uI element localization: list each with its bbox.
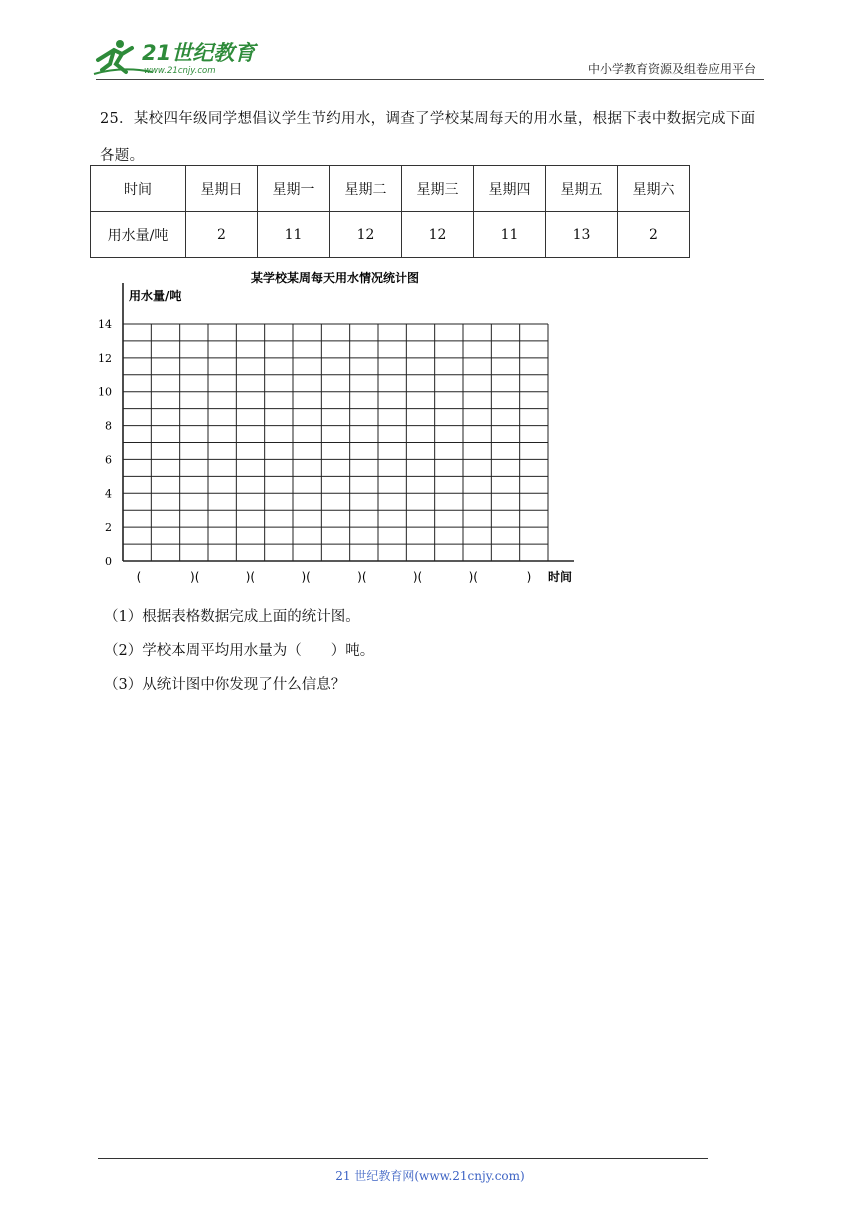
chart-grid	[123, 283, 574, 561]
water-usage-chart[interactable]	[95, 265, 585, 590]
day-cell: 星期日	[186, 166, 258, 212]
row-label-cell: 用水量/吨	[91, 212, 186, 258]
value-cell: 12	[330, 212, 402, 258]
question-line-1: 25．某校四年级同学想倡议学生节约用水，调查了学校某周每天的用水量，根据下表中数据完成下面	[100, 111, 756, 127]
table-row	[91, 212, 690, 258]
logo-text: 21世纪教育	[142, 41, 256, 65]
y-tick-label: 8	[105, 419, 112, 433]
x-slot-bracket[interactable]: )(	[245, 570, 256, 584]
x-slot-bracket[interactable]: )(	[301, 570, 311, 584]
day-cell: 星期四	[474, 166, 546, 212]
y-tick-label: 4	[105, 487, 112, 501]
x-slot-bracket[interactable]: )	[526, 570, 532, 584]
y-tick-label: 10	[98, 385, 112, 399]
x-axis-label: 时间	[548, 570, 573, 584]
y-tick-labels	[98, 318, 112, 568]
value-cell: 12	[402, 212, 474, 258]
chart-title: 某学校某周每天用水情况统计图	[250, 271, 420, 285]
logo-url: www.21cnjy.com	[144, 66, 216, 76]
site-logo	[92, 34, 262, 78]
value-cell: 11	[474, 212, 546, 258]
subquestion-1: （1）根据表格数据完成上面的统计图。	[104, 609, 360, 625]
y-tick-label: 14	[98, 318, 112, 331]
x-slot-bracket[interactable]: )(	[357, 570, 367, 584]
day-cell: 星期五	[546, 166, 618, 212]
header-divider	[96, 79, 764, 80]
day-cell: 星期三	[402, 166, 474, 212]
subquestion-2: （2）学校本周平均用水量为（ ）吨。	[104, 643, 375, 659]
y-tick-label: 2	[105, 521, 112, 535]
value-cell: 13	[546, 212, 618, 258]
footer-divider	[98, 1158, 708, 1159]
water-usage-table	[90, 165, 690, 258]
x-slot-bracket[interactable]: (	[136, 570, 142, 584]
x-category-slots[interactable]	[137, 570, 532, 584]
table-row	[91, 166, 690, 212]
x-slot-bracket[interactable]: )(	[412, 570, 423, 584]
day-cell: 星期二	[330, 166, 402, 212]
value-cell: 2	[186, 212, 258, 258]
question-line-2: 各题。	[100, 148, 145, 164]
subquestion-3: （3）从统计图中你发现了什么信息？	[104, 677, 346, 693]
value-cell: 2	[618, 212, 690, 258]
table-header-cell: 时间	[91, 166, 186, 212]
y-tick-label: 12	[98, 351, 112, 365]
footer-text: 21 世纪教育网(www.21cnjy.com)	[335, 1169, 525, 1183]
x-slot-bracket[interactable]: )(	[190, 570, 200, 584]
day-cell: 星期一	[258, 166, 330, 212]
day-cell: 星期六	[618, 166, 690, 212]
y-tick-label: 0	[105, 555, 112, 568]
platform-name: 中小学教育资源及组卷应用平台	[587, 62, 756, 76]
value-cell: 11	[258, 212, 330, 258]
x-slot-bracket[interactable]: )(	[468, 570, 478, 584]
question-text	[100, 101, 768, 175]
y-tick-label: 6	[105, 453, 112, 467]
y-axis-label: 用水量/吨	[129, 289, 182, 303]
